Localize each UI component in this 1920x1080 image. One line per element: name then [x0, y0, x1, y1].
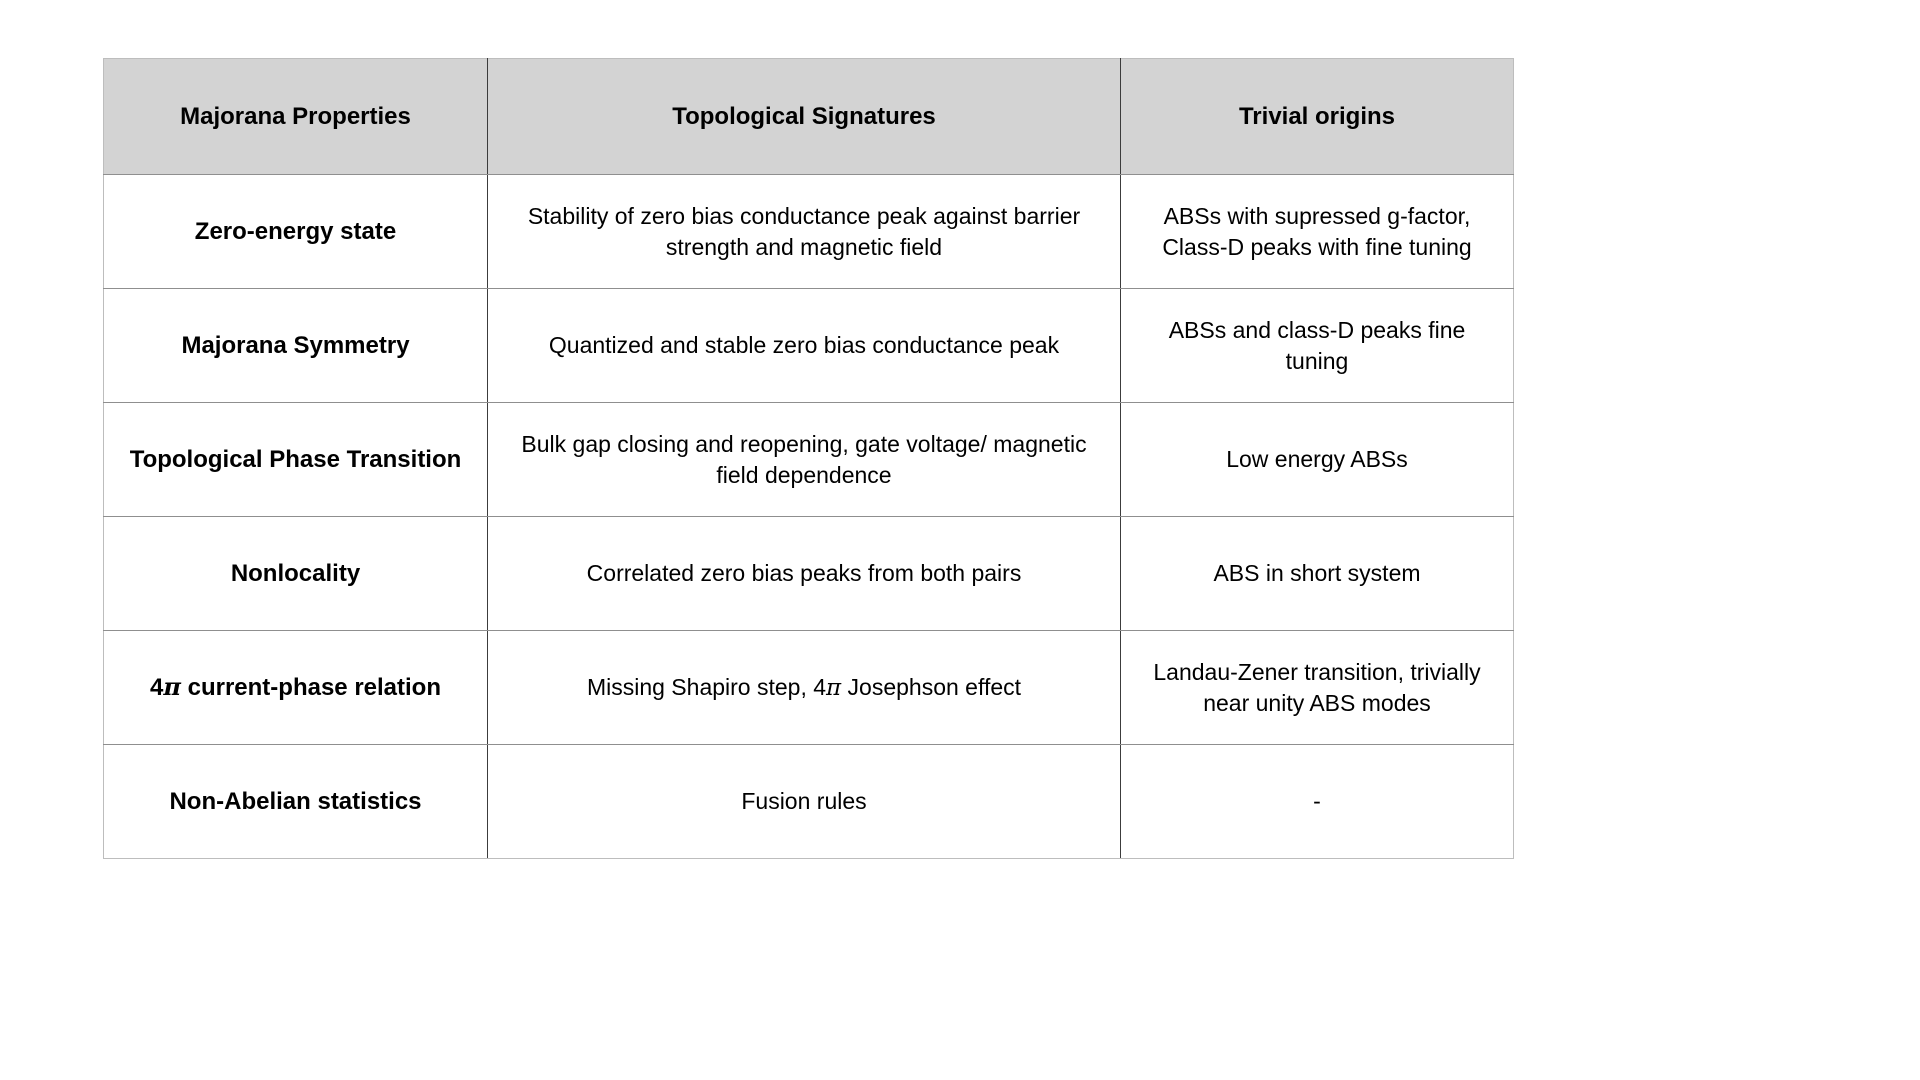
header-topological-signatures: Topological Signatures: [488, 59, 1121, 175]
cell-signature-nonlocality: Correlated zero bias peaks from both pairs: [488, 517, 1121, 631]
cell-property-non-abelian-statistics: Non-Abelian statistics: [104, 745, 488, 859]
cell-property-topological-phase-transition: Topological Phase Transition: [104, 403, 488, 517]
table-row: [104, 745, 1514, 859]
cell-signature-topological-phase-transition: Bulk gap closing and reopening, gate voltage/ magnetic field dependence: [488, 403, 1121, 517]
pi-symbol: π: [163, 672, 181, 702]
cell-origin-topological-phase-transition: Low energy ABSs: [1121, 403, 1514, 517]
text-segment: Missing Shapiro step, 4: [586, 673, 827, 700]
table-row: [104, 403, 1514, 517]
text-segment: Josephson effect: [841, 673, 1022, 700]
table-header-row: [104, 59, 1514, 175]
cell-signature-non-abelian-statistics: Fusion rules: [488, 745, 1121, 859]
cell-property-majorana-symmetry: Majorana Symmetry: [104, 289, 488, 403]
text-segment: current-phase relation: [180, 674, 441, 702]
table-row: [104, 175, 1514, 289]
cell-origin-zero-energy-state: ABSs with supressed g-factor, Class-D peaks with fine tuning: [1121, 175, 1514, 289]
table-row: [104, 289, 1514, 403]
pi-symbol: π: [826, 674, 842, 701]
cell-origin-non-abelian-statistics: -: [1121, 745, 1514, 859]
table-row: [104, 631, 1514, 745]
table-row: [104, 517, 1514, 631]
cell-property-4pi-current-phase-relation: [104, 631, 488, 745]
cell-origin-majorana-symmetry: ABSs and class-D peaks fine tuning: [1121, 289, 1514, 403]
header-trivial-origins: Trivial origins: [1121, 59, 1514, 175]
header-majorana-properties: Majorana Properties: [104, 59, 488, 175]
cell-signature-majorana-symmetry: Quantized and stable zero bias conductance peak: [488, 289, 1121, 403]
cell-signature-zero-energy-state: Stability of zero bias conductance peak against barrier strength and magnetic field: [488, 175, 1121, 289]
text-segment: 4: [150, 674, 164, 702]
cell-property-zero-energy-state: Zero-energy state: [104, 175, 488, 289]
cell-signature-4pi-current-phase-relation: [488, 631, 1121, 745]
cell-origin-4pi-current-phase-relation: Landau-Zener transition, trivially near unity ABS modes: [1121, 631, 1514, 745]
cell-origin-nonlocality: ABS in short system: [1121, 517, 1514, 631]
cell-property-nonlocality: Nonlocality: [104, 517, 488, 631]
majorana-comparison-table: [103, 58, 1514, 859]
